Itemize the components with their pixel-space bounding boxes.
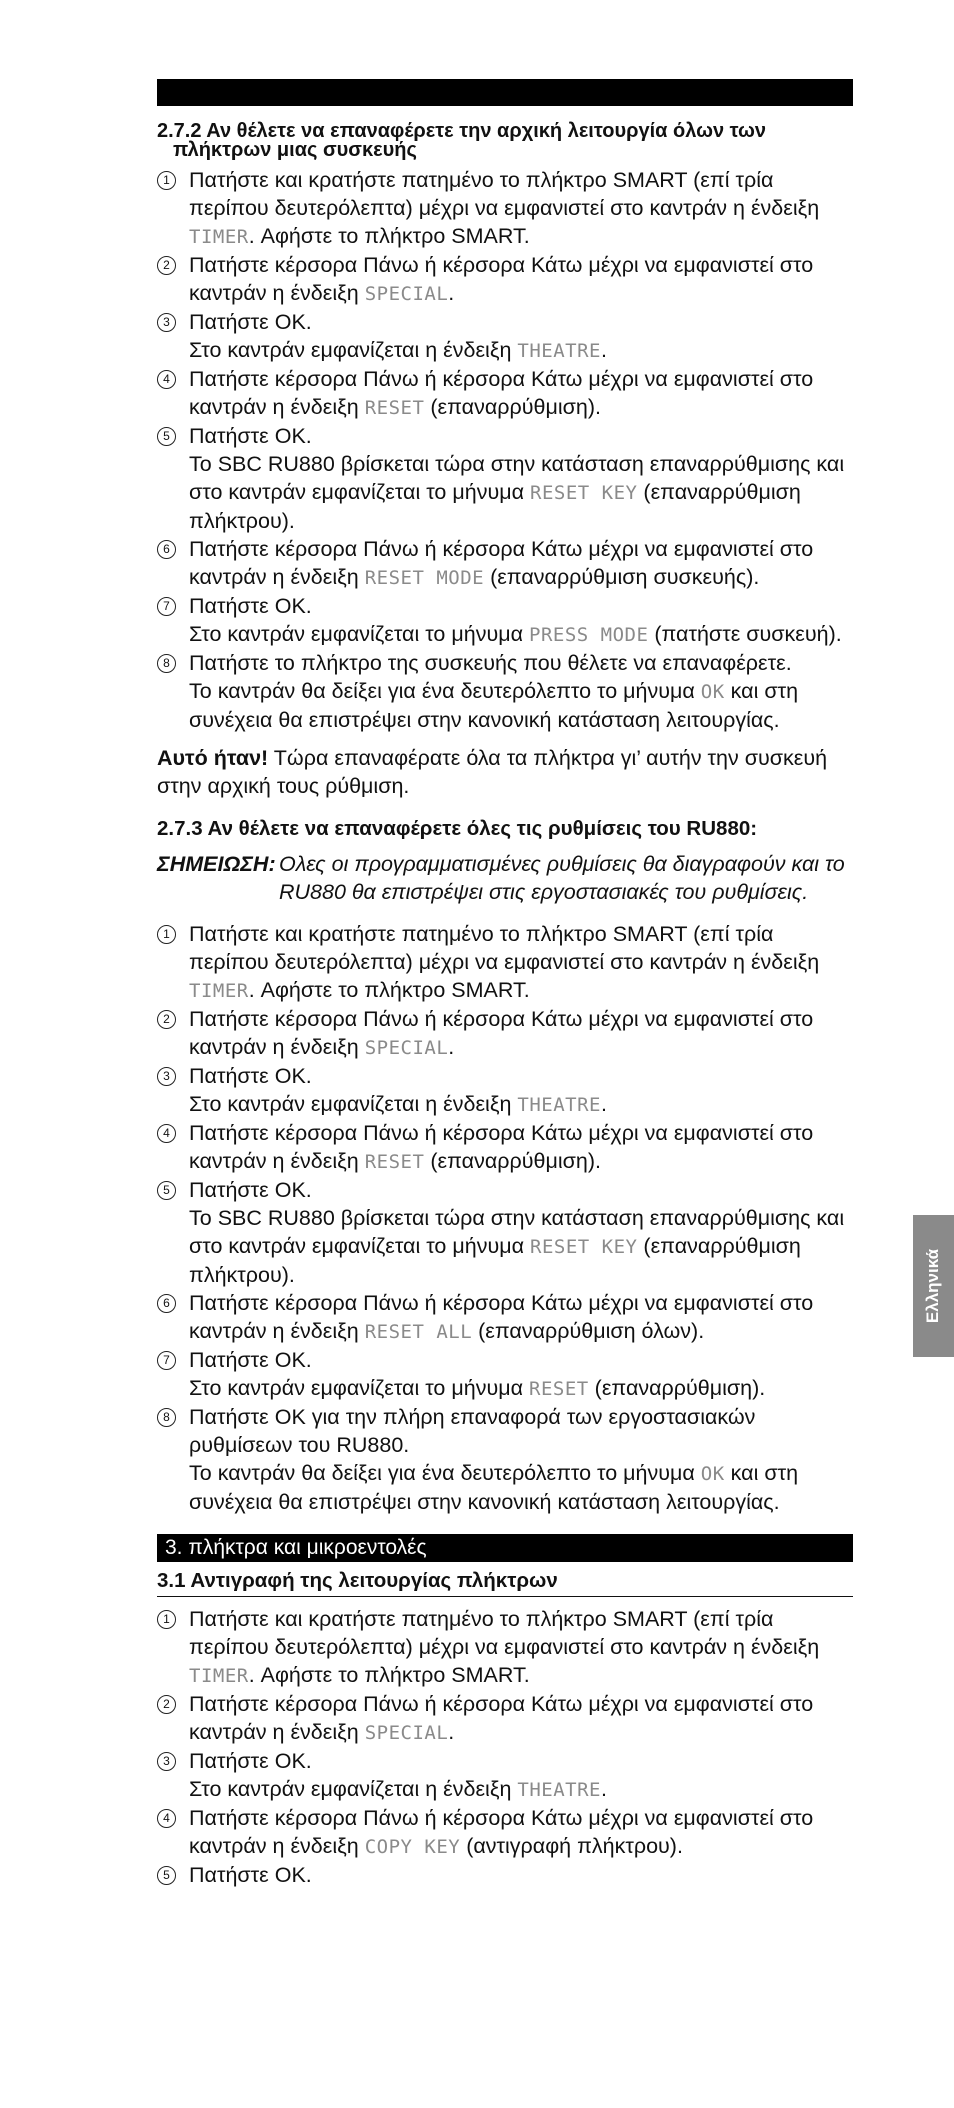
steps-2-7-2 <box>157 166 857 734</box>
lcd-display-text: OK <box>700 681 725 703</box>
step-item: 5 Πατήστε OK. Το SBC RU880 βρίσκεται τώρα στην κατάσταση επαναρρύθμισης και στο καντράν εμφανίζεται το μήνυμα RESET KEY (επαναρρύθμιση πλήκτρου). <box>157 1176 857 1289</box>
step-number-badge: 8 <box>157 1408 176 1427</box>
top-black-bar <box>157 79 853 106</box>
step-item: 4 Πατήστε κέρσορα Πάνω ή κέρσορα Κάτω μέχρι να εμφανιστεί στο καντράν η ένδειξη RESET (επαναρρύθμιση). <box>157 1119 857 1176</box>
step-item: 2 Πατήστε κέρσορα Πάνω ή κέρσορα Κάτω μέχρι να εμφανιστεί στο καντράν η ένδειξη SPECIAL. <box>157 1690 857 1747</box>
step-number-badge: 7 <box>157 1351 176 1370</box>
lcd-display-text: SPECIAL <box>364 1722 449 1744</box>
step-number-badge: 1 <box>157 1610 176 1629</box>
steps-3-1 <box>157 1605 857 1889</box>
step-item: 8 Πατήστε το πλήκτρο της συσκευής που θέλετε να επαναφέρετε. Το καντράν θα δείξει για ένα δευτερόλεπτο το μήνυμα OK και στη συνέχεια θα επιστρέψει στην κανονική κατάσταση λειτουργίας. <box>157 649 857 734</box>
done-paragraph: Αυτό ήταν! Τώρα επαναφέρατε όλα τα πλήκτρα γι’ αυτήν την συσκευή στην αρχική τους ρύθμιση. <box>157 746 828 798</box>
step-item: 7 Πατήστε OK. Στο καντράν εμφανίζεται το μήνυμα PRESS MODE (πατήστε συσκευή). <box>157 592 857 649</box>
lcd-display-text: TIMER <box>189 226 249 248</box>
manual-content <box>157 122 857 1889</box>
step-number-badge: 3 <box>157 1067 176 1086</box>
step-number-badge: 6 <box>157 540 176 559</box>
step-number-badge: 5 <box>157 1181 176 1200</box>
lcd-display-text: TIMER <box>189 980 249 1002</box>
step-number-badge: 5 <box>157 427 176 446</box>
lcd-display-text: TIMER <box>189 1665 249 1687</box>
step-item: 4 Πατήστε κέρσορα Πάνω ή κέρσορα Κάτω μέχρι να εμφανιστεί στο καντράν η ένδειξη COPY KEY (αντιγραφή πλήκτρου). <box>157 1804 857 1861</box>
step-number-badge: 4 <box>157 370 176 389</box>
lcd-display-text: RESET MODE <box>364 567 485 589</box>
step-number-badge: 4 <box>157 1124 176 1143</box>
step-item: 7 Πατήστε OK. Στο καντράν εμφανίζεται το μήνυμα RESET (επαναρρύθμιση). <box>157 1346 857 1403</box>
note-text: Ολες οι προγραμματισμένες ρυθμίσεις θα διαγραφούν και το RU880 θα επιστρέψει στις εργοστασιακές του ρυθμίσεις. <box>279 852 845 904</box>
lcd-display-text: THEATRE <box>517 1779 601 1801</box>
step-item: 3 Πατήστε OK. Στο καντράν εμφανίζεται η ένδειξη THEATRE. <box>157 1062 857 1119</box>
lcd-display-text: RESET KEY <box>530 1236 638 1258</box>
section-3-bar: 3. πλήκτρα και μικροεντολές <box>157 1534 853 1562</box>
step-item: 4 Πατήστε κέρσορα Πάνω ή κέρσορα Κάτω μέχρι να εμφανιστεί στο καντράν η ένδειξη RESET (επαναρρύθμιση). <box>157 365 857 422</box>
lcd-display-text: SPECIAL <box>364 1037 449 1059</box>
language-tab: Ελληνικά <box>913 1215 954 1357</box>
step-item: 2 Πατήστε κέρσορα Πάνω ή κέρσορα Κάτω μέχρι να εμφανιστεί στο καντράν η ένδειξη SPECIAL. <box>157 251 857 308</box>
lcd-display-text: RESET ALL <box>364 1321 473 1343</box>
lcd-display-text: RESET <box>529 1378 589 1400</box>
step-number-badge: 7 <box>157 597 176 616</box>
step-item: 1 Πατήστε και κρατήστε πατημένο το πλήκτρο SMART (επί τρία περίπου δευτερόλεπτα) μέχρι να εμφανιστεί στο καντράν η ένδειξη TIMER. Αφήστε το πλήκτρο SMART. <box>157 166 857 251</box>
lcd-display-text: PRESS MODE <box>529 624 649 646</box>
step-number-badge: 2 <box>157 1010 176 1029</box>
step-item: 5 Πατήστε OK. <box>157 1861 857 1889</box>
steps-2-7-3 <box>157 920 857 1516</box>
step-item: 6 Πατήστε κέρσορα Πάνω ή κέρσορα Κάτω μέχρι να εμφανιστεί στο καντράν η ένδειξη RESET ALL (επαναρρύθμιση όλων). <box>157 1289 857 1346</box>
section-2-7-2-title: 2.7.2 Αν θέλετε να επαναφέρετε την αρχική λειτουργία όλων των πλήκτρων μιας συσκευής <box>157 120 767 161</box>
step-item: 3 Πατήστε OK. Στο καντράν εμφανίζεται η ένδειξη THEATRE. <box>157 308 857 365</box>
step-number-badge: 1 <box>157 171 176 190</box>
step-number-badge: 2 <box>157 256 176 275</box>
step-number-badge: 1 <box>157 925 176 944</box>
step-item: 2 Πατήστε κέρσορα Πάνω ή κέρσορα Κάτω μέχρι να εμφανιστεί στο καντράν η ένδειξη SPECIAL. <box>157 1005 857 1062</box>
lcd-display-text: SPECIAL <box>364 283 449 305</box>
step-item: 5 Πατήστε OK. Το SBC RU880 βρίσκεται τώρα στην κατάσταση επαναρρύθμισης και στο καντράν εμφανίζεται το μήνυμα RESET KEY (επαναρρύθμιση πλήκτρου). <box>157 422 857 535</box>
lcd-display-text: RESET <box>364 1151 425 1173</box>
step-number-badge: 8 <box>157 654 176 673</box>
lcd-display-text: RESET <box>364 397 425 419</box>
step-number-badge: 5 <box>157 1866 176 1885</box>
step-number-badge: 3 <box>157 1752 176 1771</box>
lcd-display-text: COPY KEY <box>364 1836 461 1858</box>
step-number-badge: 2 <box>157 1695 176 1714</box>
step-number-badge: 3 <box>157 313 176 332</box>
section-2-7-3-title: 2.7.3 Αν θέλετε να επαναφέρετε όλες τις ρυθμίσεις του RU880: <box>157 817 758 840</box>
lcd-display-text: THEATRE <box>517 340 601 362</box>
section-3-1-title: 3.1 Αντιγραφή της λειτουργίας πλήκτρων <box>157 1568 853 1597</box>
note-label: ΣΗΜΕΙΩΣΗ: <box>157 852 276 876</box>
lcd-display-text: RESET KEY <box>530 482 638 504</box>
step-item: 1 Πατήστε και κρατήστε πατημένο το πλήκτρο SMART (επί τρία περίπου δευτερόλεπτα) μέχρι να εμφανιστεί στο καντράν η ένδειξη TIMER. Αφήστε το πλήκτρο SMART. <box>157 920 857 1005</box>
step-number-badge: 4 <box>157 1809 176 1828</box>
step-item: 1 Πατήστε και κρατήστε πατημένο το πλήκτρο SMART (επί τρία περίπου δευτερόλεπτα) μέχρι να εμφανιστεί στο καντράν η ένδειξη TIMER. Αφήστε το πλήκτρο SMART. <box>157 1605 857 1690</box>
step-item: 3 Πατήστε OK. Στο καντράν εμφανίζεται η ένδειξη THEATRE. <box>157 1747 857 1804</box>
step-item: 8 Πατήστε OK για την πλήρη επαναφορά των εργοστασιακών ρυθμίσεων του RU880. Το καντράν θα δείξει για ένα δευτερόλεπτο το μήνυμα OK και στη συνέχεια θα επιστρέψει στην κανονική κατάσταση λειτουργίας. <box>157 1403 857 1516</box>
lcd-display-text: OK <box>700 1463 725 1485</box>
step-number-badge: 6 <box>157 1294 176 1313</box>
lcd-display-text: THEATRE <box>517 1094 601 1116</box>
note-block <box>157 850 857 906</box>
step-item: 6 Πατήστε κέρσορα Πάνω ή κέρσορα Κάτω μέχρι να εμφανιστεί στο καντράν η ένδειξη RESET MODE (επαναρρύθμιση συσκευής). <box>157 535 857 592</box>
